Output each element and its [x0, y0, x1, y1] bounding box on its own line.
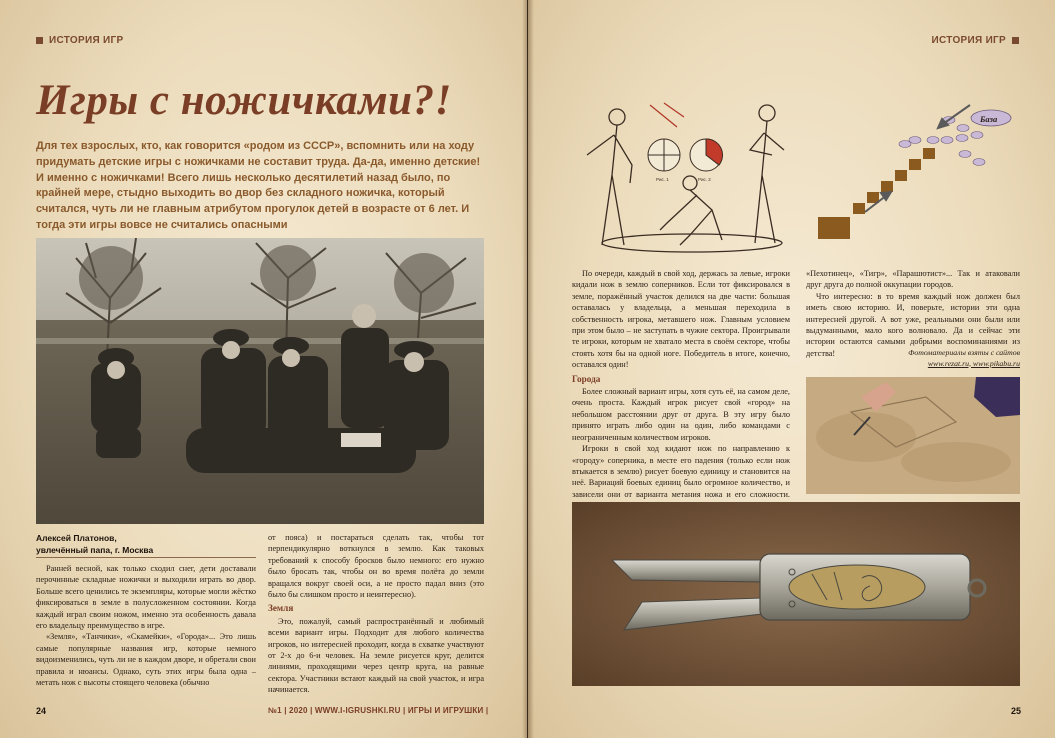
author-role: увлечённый папа, г. Москва: [36, 545, 154, 555]
hand-in-sand-graphic: [806, 377, 1020, 494]
page-number-right: 25: [1011, 706, 1022, 716]
hand-in-sand-photo: [806, 377, 1020, 494]
left-page: [0, 0, 527, 738]
right-column-1: [572, 268, 790, 512]
children-playing-photo: [36, 238, 484, 524]
base-label: База: [980, 114, 998, 124]
subheading-zemlya: Земля: [268, 603, 294, 614]
players-and-circle-drawing: [572, 95, 790, 255]
paragraph: «Земля», «Танчики», «Скамейки», «Города»... Это лишь самые популярные названия игр, которые немного видоизменились, чуть ли не в каждом дворе, и обретали свои правила и нюансы. Однако, суть этих игры была одна – метать нож с высоты стоящего человека (обычно: [36, 632, 256, 688]
paragraph: Ранней весной, как только сходил снег, дети доставали перочинные складные ножички и выходили играть во двор. Больше всего ценились те экземпляры, которые могли жёстко фиксироваться в земле в полусложенном состоянии. Когда каждый играл своим ножом, именно эта особенность давала его владельцу преимущество в игре.: [36, 564, 256, 631]
right-column-2: [806, 268, 1020, 359]
fig1-label: Рис. 1: [656, 177, 669, 182]
left-column-1: [36, 563, 256, 688]
children-playing-photo-graphic: [36, 238, 484, 524]
folding-knife-graphic: [572, 502, 1020, 686]
goroda-game-diagram: [815, 100, 1015, 245]
square-bullet-icon: [36, 37, 43, 44]
zemlya-game-illustration: [572, 95, 790, 255]
square-bullet-icon: [1012, 37, 1019, 44]
author-block: [36, 532, 256, 556]
fig2-label: Рис. 2: [698, 177, 711, 182]
credit-line: Фотоматериалы взяты с сайтов: [908, 348, 1020, 357]
paragraph: Более сложный вариант игры, хотя суть её, на самом деле, очень проста. Каждый игрок рисует свой «город» на небольшом расстоянии друг от друга. В эту игру было принято играть либо один на один, либо командами с неограниченным количеством игроков.: [572, 387, 790, 442]
section-tag-text: ИСТОРИЯ ИГР: [49, 35, 124, 46]
article-title: Игры с ножичками?!: [36, 77, 452, 124]
section-tag-right: [932, 35, 1019, 46]
subheading-goroda: Города: [572, 373, 601, 384]
page-number-left: 24: [36, 706, 47, 716]
author-name: Алексей Платонов,: [36, 533, 117, 543]
paragraph: По очереди, каждый в свой ход, держась за левые, игроки кидали нож в землю соперников. Если тот фиксировался в земле, поражённый участок делился на две части: большая оставалась у владельца, а меньшая переходила в собственность игрока, метавшего нож. Главным условием при этом было – не заступать в чужие сектора. Проигрывали те игроки, которым не хватало места в своём секторе, чтобы стоять хотя бы на одной ноге. Победитель в итоге, конечно, оставался один!: [572, 269, 790, 370]
paragraph: от пояса) и постараться сделать так, чтобы тот перпендикулярно воткнулся в землю. Как таковых требований к способу бросков было немного: его нужно было бросать так, чтобы он во время полёта до земли вращался вокруг своей оси, а не просто падал вниз (это было бы слишком просто и неинтересно).: [268, 533, 484, 600]
left-column-2: [268, 532, 484, 696]
page-gutter: [522, 0, 534, 738]
credit-sites: www.rezat.ru, www.pikabu.ru: [927, 358, 1020, 368]
folding-knife-photo: [572, 502, 1020, 686]
author-divider: [36, 557, 256, 558]
article-lead: Для тех взрослых, кто, как говорится «родом из СССР», вспомнить или на ходу придумать детские игры с ножичками не составит труда. Да-да, именно детские! И именно с ножичками! Всего лишь несколько десятилетий назад было, по крайней мере, стыдно выходить во двор без складного ножичка, который считался, чуть ли не главным атрибутом прогулок детей в возрасте от 6 лет. И тогда эти игры вовсе не считались опасными: [36, 140, 481, 231]
magazine-footer: №1 | 2020 | WWW.I-IGRUSHKI.RU | ИГРЫ И ИГРУШКИ |: [268, 706, 489, 715]
paragraph: «Пехотинец», «Тигр», «Парашютист»... Так и атаковали друг друга до полной оккупации городов.: [806, 269, 1020, 290]
stairs-and-base-drawing: [815, 100, 1015, 245]
paragraph: Что интересно: в то время каждый нож должен был иметь свою историю. И, поверьте, истории эти одна интересней другой. А вот уже, реальными они были или выдуманными, мало кого волновало. Да и сейчас эти истории остаются самыми добрыми воспоминаниями из детства!: [806, 291, 1020, 358]
paragraph: Это, пожалуй, самый распространённый и любимый всеми вариант игры. Подходит для любого количества игроков, но интересней проходит, когда в схватке участвуют от 2-х до 6-и человек. На земле рисуется круг, делится линиями, проходящими через центр круга, на равные сектора. Участники встают каждый на свой участок, и игра начинается.: [268, 616, 484, 695]
paragraph: Игроки в свой ход кидают нож по направлению к «городу» соперника, в месте его падения (только если нож втыкается в землю) рисует боевую единицу и становится на неё. Вариаций боевых единиц было огромное количество, и зависели они от варианта метания ножа и его сложности.: [572, 444, 790, 499]
section-tag-left: [36, 35, 123, 46]
section-tag-text: ИСТОРИЯ ИГР: [931, 35, 1006, 46]
photo-credit: [806, 348, 1020, 369]
